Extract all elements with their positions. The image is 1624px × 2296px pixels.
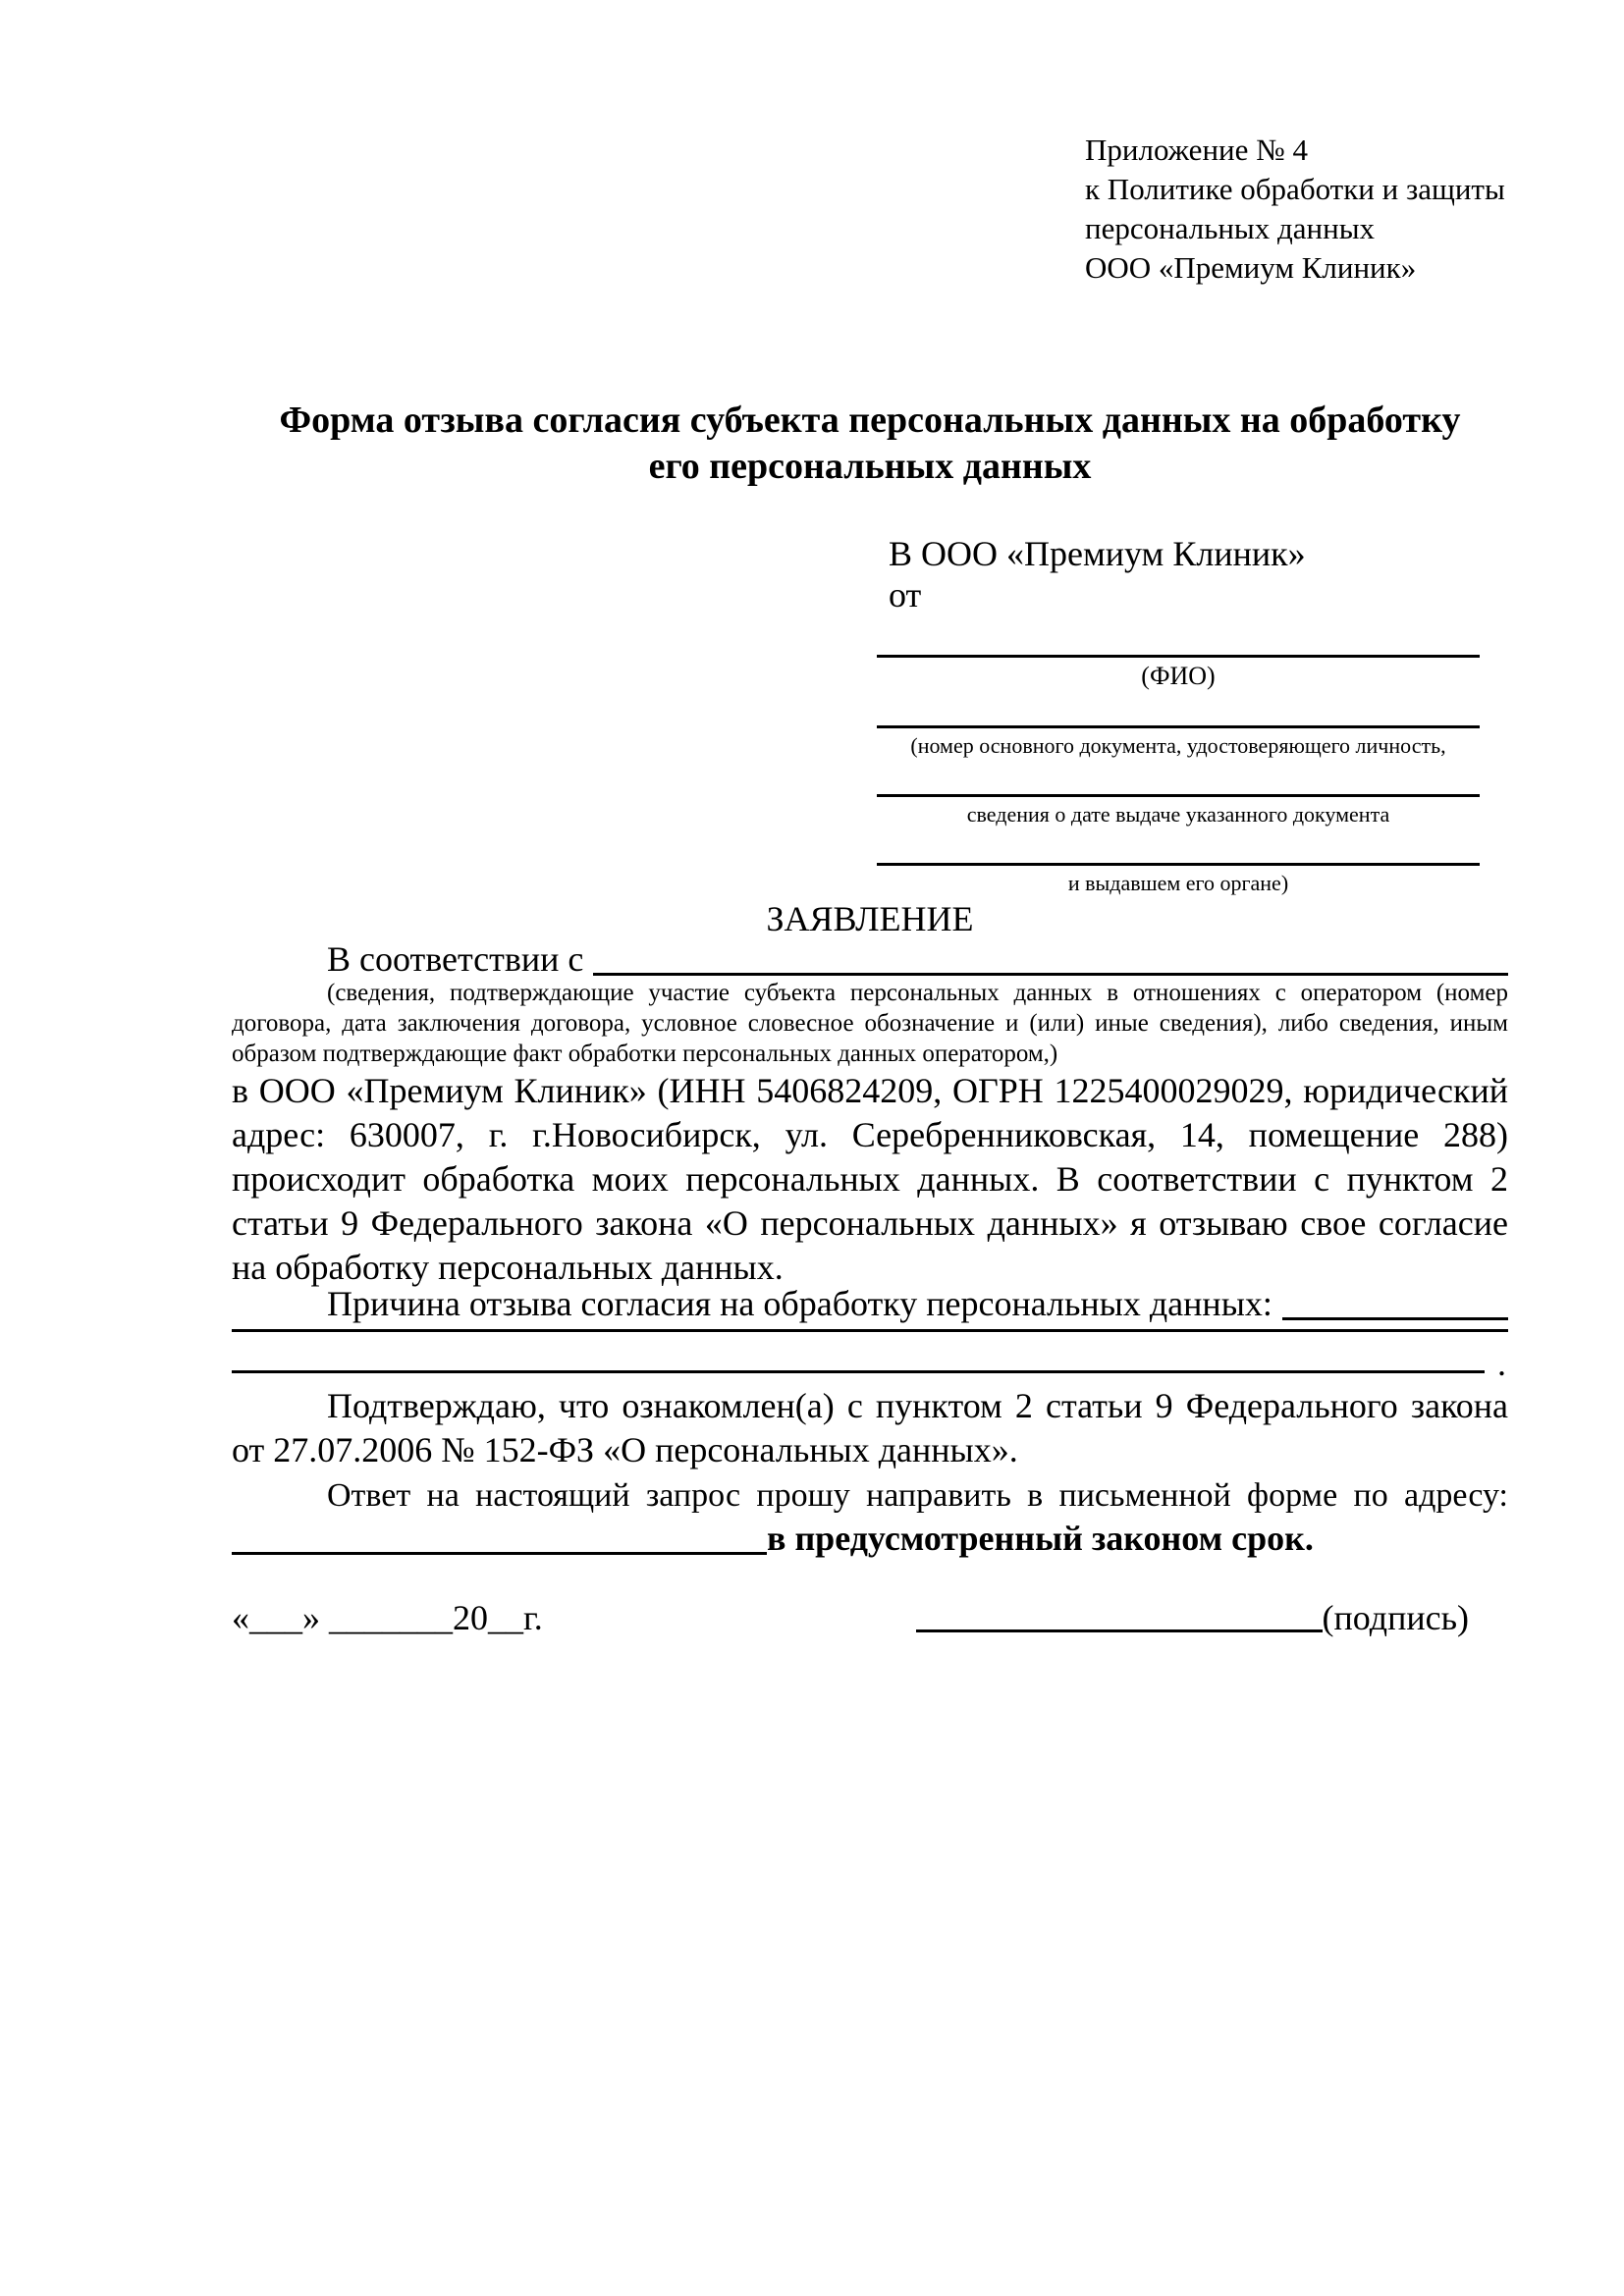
reason-blank-line-3	[232, 1370, 1485, 1373]
basis-blank-line	[593, 973, 1508, 976]
addressee-block	[877, 533, 1480, 898]
signature-group	[916, 1596, 1469, 1639]
issuing-authority-caption: и выдавшем его органе)	[1067, 871, 1289, 895]
document-title-line-2: его персональных данных	[648, 446, 1092, 487]
confirmation-paragraph: Подтверждаю, что ознакомлен(а) с пунктом 2 статьи 9 Федерального закона от 27.07.2006 № 152-ФЗ «О персональных данных».	[232, 1386, 1508, 1469]
addressee-organization: В ООО «Премиум Клиник»	[889, 534, 1306, 573]
statement-body-paragraph: в ООО «Премиум Клиник» (ИНН 5406824209, ОГРН 1225400029029, юридический адрес: 630007, г. г.Новосибирск, ул. Серебренниковская, 14, помещение 288) происходит обработка моих персональных данных. В соответствии с пунктом 2 статьи 9 Федерального закона «О персональных данных» я отзываю свое согласие на обработку персональных данных.	[232, 1071, 1508, 1287]
basis-line	[232, 937, 1508, 981]
reference-line-4: ООО «Премиум Клиник»	[1085, 250, 1417, 285]
reply-request-line: Ответ на настоящий запрос прошу направить в письменной форме по адресу:	[327, 1477, 1508, 1514]
signature-blank-line	[916, 1629, 1323, 1632]
reason-label: Причина отзыва согласия на обработку персональных данных:	[327, 1284, 1272, 1323]
statement-heading: ЗАЯВЛЕНИЕ	[766, 899, 974, 938]
document-title	[232, 398, 1508, 490]
reason-blank-line-1	[1282, 1317, 1508, 1320]
reason-line	[232, 1282, 1508, 1325]
signature-caption: (подпись)	[1322, 1598, 1469, 1637]
fio-blank-line	[877, 655, 1480, 658]
date-signature-row	[232, 1592, 1508, 1639]
reason-end-period: .	[1497, 1344, 1506, 1383]
issue-date-caption: сведения о дате выдаче указанного документа	[966, 802, 1390, 827]
basis-footnote: (сведения, подтверждающие участие субъекта персональных данных в отношениях с оператором (номер договора, дата заключения договора, условное словесное обозначение и (или) иные сведения), либо сведения, иным образом подтверждающие факт обработки персональных данных оператором,)	[232, 980, 1508, 1067]
addressee-from-label: от	[889, 575, 922, 614]
reference-line-2: к Политике обработки и защиты	[1085, 172, 1505, 206]
reply-deadline-label: в предусмотренный законом срок.	[767, 1519, 1314, 1558]
appendix-reference	[1085, 131, 1505, 288]
date-blank-line: «___» _______20__г.	[232, 1598, 543, 1637]
issue-date-blank-line	[877, 794, 1480, 797]
reference-line-3: персональных данных	[1085, 211, 1376, 245]
reference-line-1: Приложение № 4	[1085, 133, 1308, 167]
reply-address-line	[232, 1517, 1508, 1560]
reason-blank-line-2	[232, 1329, 1508, 1332]
document-title-line-1: Форма отзыва согласия субъекта персональных данных на обработку	[279, 400, 1461, 441]
basis-label: В соответствии с	[327, 939, 584, 979]
identity-document-blank-line	[877, 725, 1480, 728]
identity-document-caption: (номер основного документа, удостоверяющего личность,	[910, 733, 1446, 758]
fio-caption: (ФИО)	[1141, 662, 1216, 690]
issuing-authority-blank-line	[877, 863, 1480, 866]
reply-address-blank-line	[232, 1552, 767, 1555]
